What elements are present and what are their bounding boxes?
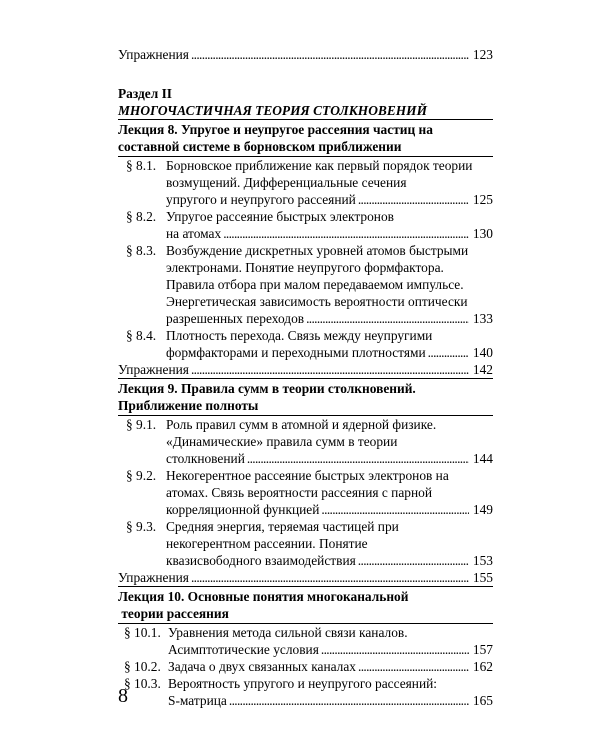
paragraph-number: § 9.1. — [126, 417, 157, 432]
toc-paragraph-entry[interactable]: § 10.3. Вероятность упругого и неупругого рассеяний: S-матрица . . . 165 — [118, 675, 493, 709]
dot-leader — [191, 569, 469, 586]
toc-paragraph-entry[interactable]: § 10.2. Задача о двух связанных каналах . . . 162 — [118, 658, 493, 675]
dot-leader — [223, 225, 469, 242]
page-ref: 162 — [472, 659, 493, 674]
dot-leader — [321, 501, 469, 518]
dot-leader — [428, 344, 469, 361]
lecture-block — [118, 119, 493, 157]
paragraph-number: § 10.2. — [124, 659, 161, 674]
entry-label: Упражнения — [118, 47, 189, 62]
lecture-block — [118, 378, 493, 416]
page-ref: 165 — [472, 693, 493, 708]
page-ref: 130 — [472, 226, 493, 241]
dot-leader — [321, 641, 469, 658]
dot-leader — [229, 692, 469, 709]
paragraph-number: § 8.2. — [126, 209, 157, 224]
paragraph-number: § 9.2. — [126, 468, 157, 483]
lecture-title[interactable]: Лекция 10. Основные понятия многоканальной теории рассеяния — [118, 586, 493, 622]
paragraph-number: § 9.3. — [126, 519, 157, 534]
page-ref: 123 — [472, 47, 493, 62]
section-label: Раздел II — [118, 86, 173, 101]
toc-paragraph-entry[interactable]: § 9.1. Роль правил сумм в атомной и ядерной физике. «Динамические» правила сумм в теории столкновений . . . 144 — [118, 416, 493, 467]
toc-paragraph-entry[interactable]: § 8.2. Упругое рассеяние быстрых электронов на атомах . . . 130 — [118, 208, 493, 242]
toc-paragraph-entry[interactable]: § 8.4. Плотность перехода. Связь между неупругими формфакторами и переходными плотностями . . . 140 — [118, 327, 493, 361]
toc-paragraph-entry[interactable]: § 9.2. Некогерентное рассеяние быстрых электронов на атомах. Связь вероятности рассеяния с парной корреляционной функцией . . . 149 — [118, 467, 493, 518]
dot-leader — [191, 361, 469, 378]
toc-exercises-entry[interactable] — [118, 46, 493, 63]
page-ref: 157 — [472, 642, 493, 657]
section-title: МНОГОЧАСТИЧНАЯ ТЕОРИЯ СТОЛКНОВЕНИЙ — [118, 103, 428, 118]
dot-leader — [358, 658, 469, 675]
lecture-title[interactable]: Лекция 9. Правила сумм в теории столкновений. Приближение полноты — [118, 378, 493, 414]
lecture-block — [118, 586, 493, 624]
page-ref: 149 — [472, 502, 493, 517]
toc-exercises-entry[interactable] — [118, 361, 493, 378]
page-number: 8 — [118, 685, 128, 707]
toc-paragraph-entry[interactable]: § 8.3. Возбуждение дискретных уровней атомов быстрыми электронами. Понятие неупругого формфактора. Правила отбора при малом передаваемом импульсе. Энергетическая зависимость вероятности оптически разрешенных переходов . . . 133 — [118, 242, 493, 327]
dot-leader — [358, 552, 469, 569]
page-ref: 133 — [472, 311, 493, 326]
toc-paragraph-entry[interactable]: § 9.3. Средняя энергия, теряемая частицей при некогерентном рассеянии. Понятие квазисвободного взаимодействия . . . 153 — [118, 518, 493, 569]
dot-leader — [306, 310, 469, 327]
paragraph-number: § 10.3. — [124, 676, 161, 691]
paragraph-number: § 10.1. — [124, 625, 161, 640]
paragraph-number: § 8.3. — [126, 243, 157, 258]
dot-leader — [247, 450, 469, 467]
toc-paragraph-entry[interactable]: § 8.1. Борновское приближение как первый порядок теории возмущений. Дифференциальные сечения упругого и неупругого рассеяний . . . 125 — [118, 157, 493, 208]
paragraph-number: § 8.1. — [126, 158, 157, 173]
paragraph-number: § 8.4. — [126, 328, 157, 343]
toc-paragraph-entry[interactable]: § 10.1. Уравнения метода сильной связи каналов. Асимптотические условия . . . 157 — [118, 624, 493, 658]
table-of-contents — [118, 46, 493, 709]
page-ref: 140 — [472, 345, 493, 360]
page-ref: 144 — [472, 451, 493, 466]
section-heading — [118, 85, 493, 119]
toc-exercises-entry[interactable] — [118, 569, 493, 586]
page-ref: 142 — [472, 362, 493, 377]
dot-leader — [358, 191, 469, 208]
entry-label: Упражнения — [118, 362, 189, 377]
page-ref: 125 — [472, 192, 493, 207]
page-ref: 155 — [472, 570, 493, 585]
entry-label: Упражнения — [118, 570, 189, 585]
dot-leader — [191, 46, 469, 63]
page-ref: 153 — [472, 553, 493, 568]
lecture-title[interactable]: Лекция 8. Упругое и неупругое рассеяния частиц на составной системе в борновском приближении — [118, 119, 493, 155]
